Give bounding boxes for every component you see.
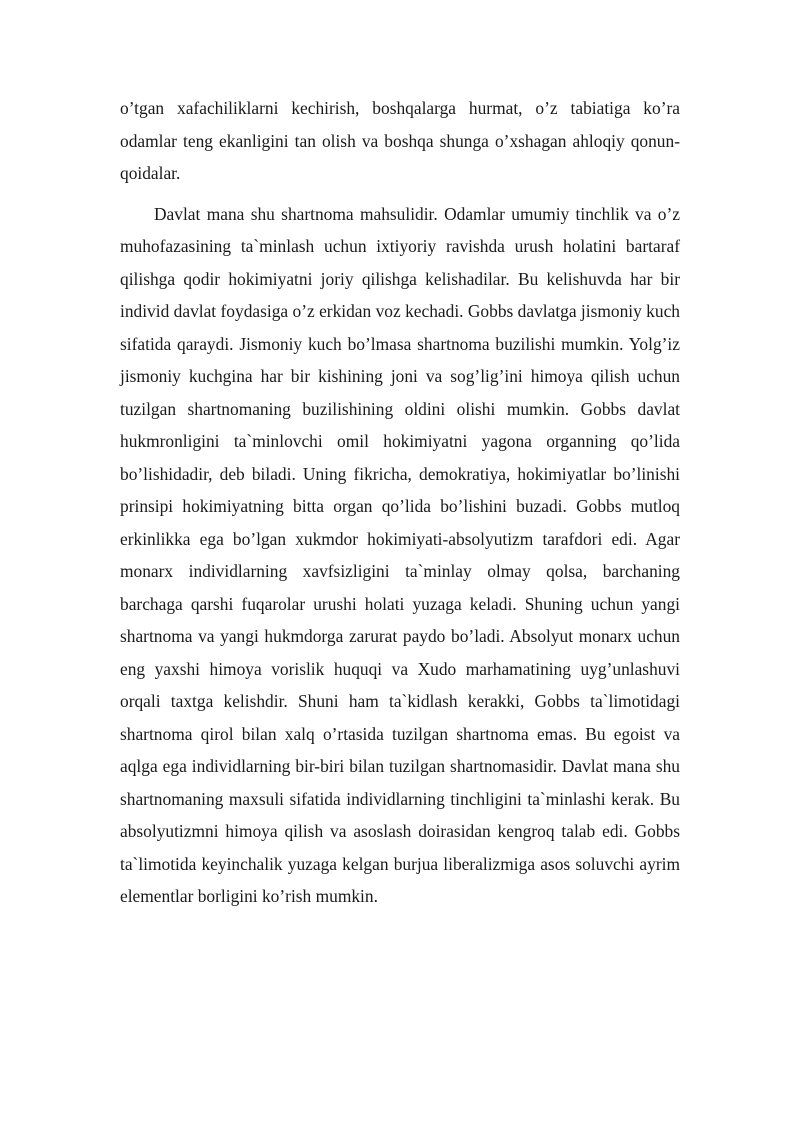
paragraph-continuation: o’tgan xafachiliklarni kechirish, boshqalarga hurmat, o’z tabiatiga ko’ra odamlar teng ekanligini tan olish va boshqa shunga o’xshagan ahloqiy qonun-qoidalar. <box>120 98 680 183</box>
paragraph-state-contract: Davlat mana shu shartnoma mahsulidir. Odamlar umumiy tinchlik va o’z muhofazasining ta`minlash uchun ixtiyoriy ravishda urush holatini bartaraf qilishga qodir hokimiyatni joriy qilishga kelishadilar. Bu kelishuvda har bir individ davlat foydasiga o’z erkidan voz kechadi. Gobbs davlatga jismoniy kuch sifatida qaraydi. Jismoniy kuch bo’lmasa shartnoma buzilishi mumkin. Yolg’iz jismoniy kuchgina har bir kishining joni va sog’lig’ini himoya qilish uchun tuzilgan shartnomaning buzilishining oldini olishi mumkin. Gobbs davlat hukmronligini ta`minlovchi omil hokimiyatni yagona organning qo’lida bo’lishidadir, deb biladi. Uning fikricha, demokratiya, hokimiyatlar bo’linishi prinsipi hokimiyatning bitta organ qo’lida bo’lishini buzadi. Gobbs mutloq erkinlikka ega bo’lgan xukmdor hokimiyati-absolyutizm tarafdori edi. Agar monarx individlarning xavfsizligini ta`minlay olmay qolsa, barchaning barchaga qarshi fuqarolar urushi holati yuzaga keladi. Shuning uchun yangi shartnoma va yangi hukmdorga zarurat paydo bo’ladi. Absolyut monarx uchun eng yaxshi himoya vorislik huquqi va Xudo marhamatining uyg’unlashuvi orqali taxtga kelishdir. Shuni ham ta`kidlash kerakki, Gobbs ta`limotidagi shartnoma qirol bilan xalq o’rtasida tuzilgan shartnoma emas. Bu egoist va aqlga ega individlarning bir-biri bilan tuzilgan shartnomasidir. Davlat mana shu shartnomaning maxsuli sifatida individlarning tinchligini ta`minlashi kerak. Bu absolyutizmni himoya qilish va asoslash doirasidan kengroq talab edi. Gobbs ta`limotida keyinchalik yuzaga kelgan burjua liberalizmiga asos soluvchi ayrim elementlar borligini ko’rish mumkin. <box>120 203 680 906</box>
document-body <box>120 92 680 913</box>
